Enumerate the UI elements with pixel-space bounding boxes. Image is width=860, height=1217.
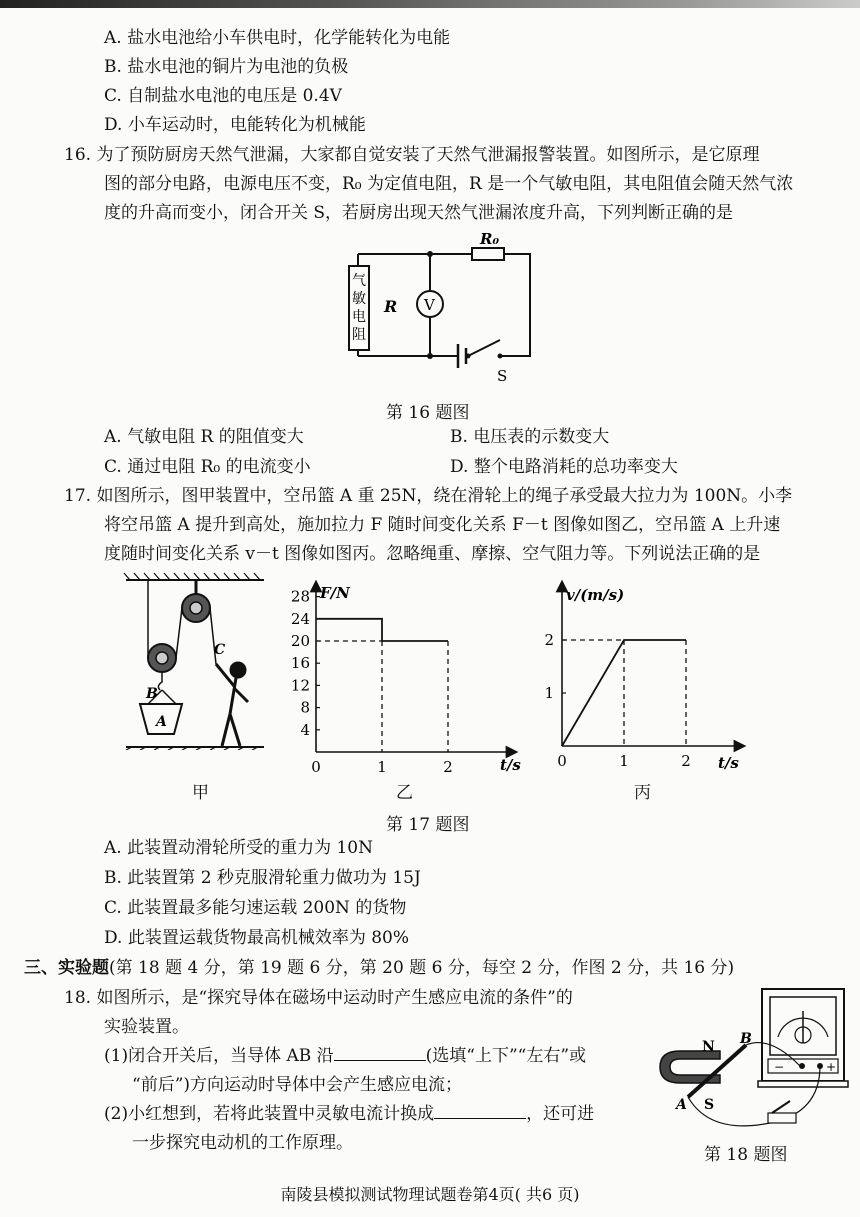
conductor-a-label: A: [676, 1097, 687, 1113]
sensor-char-4: 阻: [352, 327, 366, 343]
magnet-n-label: N: [702, 1039, 715, 1055]
section-3-scoring: (第 18 题 4 分，第 19 题 6 分，第 20 题 6 分，每空 2 分，作图 2 分，共 16 分): [109, 958, 735, 978]
f-t-ytick-label: 4: [300, 720, 310, 739]
f-t-ytick-label: 16: [290, 654, 310, 673]
q18-part2-text-b: ，还可进: [526, 1104, 595, 1124]
q18-part2-line2: 一步探究电动机的工作原理。: [132, 1133, 353, 1153]
v-t-ytick-label: 1: [544, 684, 554, 702]
q17-option-b: B. 此装置第 2 秒克服滑轮重力做功为 15J: [104, 868, 421, 888]
f-t-ytick-label: 24: [290, 609, 310, 628]
q18-part2-line1: [104, 1102, 594, 1126]
q17-option-a: A. 此装置动滑轮所受的重力为 10N: [104, 838, 373, 858]
q16-option-c: C. 通过电阻 R₀ 的电流变小: [104, 457, 311, 477]
voltmeter-label: V: [424, 296, 435, 314]
conductor-b-label: B: [740, 1031, 752, 1047]
q16-option-d: D. 整个电路消耗的总功率变大: [450, 457, 678, 477]
v-t-xtick-label: 1: [619, 752, 629, 770]
q18-figure-caption: 第 18 题图: [704, 1145, 788, 1165]
svg-text:+: +: [826, 1060, 837, 1074]
q16-option-a: A. 气敏电阻 R 的阻值变大: [104, 427, 304, 447]
q18-part1-line2: “前后”)方向运动时导体中会产生感应电流；: [132, 1075, 463, 1095]
v-t-ytick-label: 2: [544, 631, 554, 649]
section-3-title: 三、实验题: [24, 958, 109, 978]
person-icon: [216, 663, 248, 746]
q16-option-b: B. 电压表的示数变大: [450, 427, 610, 447]
fig-bing-caption: 丙: [634, 783, 651, 803]
q16-circuit-diagram: [340, 228, 550, 388]
q18-part2-text-a: (2)小红想到，若将此装置中灵敏电流计换成: [104, 1104, 435, 1124]
switch-icon: [768, 1113, 796, 1123]
q18-answer-blank-1[interactable]: [334, 1044, 426, 1061]
q18-part1-text-b: (选填“上下”“左右”或: [425, 1046, 587, 1066]
f-t-ytick-label: 20: [290, 632, 310, 650]
v-t-ylabel: v/(m/s): [566, 586, 625, 604]
v-t-xtick-label: 0: [557, 752, 567, 770]
r0-resistor: [472, 248, 504, 260]
f-t-ytick-label: 28: [290, 587, 310, 606]
q15-option-a: A. 盐水电池给小车供电时，化学能转化为电能: [104, 28, 451, 48]
q18-stem-line1: 18. 如图所示，是“探究导体在磁场中运动时产生感应电流的条件”的: [64, 988, 573, 1008]
v-t-xlabel: t/s: [718, 754, 739, 772]
section-3-heading: [24, 956, 734, 980]
q16-figure-caption: 第 16 题图: [386, 403, 470, 423]
q18-answer-blank-2[interactable]: [434, 1102, 526, 1119]
q17-stem-line1: 17. 如图所示，图甲装置中，空吊篮 A 重 25N，绕在滑轮上的绳子承受最大拉力为 100N。小李: [64, 486, 793, 506]
sensor-char-2: 敏: [352, 291, 366, 307]
f-t-ylabel: F/N: [320, 584, 350, 602]
magnet-s-label: S: [704, 1097, 715, 1113]
f-t-ytick-label: 8: [300, 698, 310, 717]
sensor-char-1: 气: [352, 273, 366, 289]
f-t-ytick-label: 12: [290, 676, 310, 695]
v-t-chart: [540, 578, 760, 778]
f-t-chart: [290, 578, 530, 778]
q16-stem-line1: 16. 为了预防厨房天然气泄漏，大家都自觉安装了天然气泄漏报警装置。如图所示，是它原理: [64, 145, 760, 165]
q17-option-d: D. 此装置运载货物最高机械效率为 80%: [104, 928, 410, 948]
f-t-series-line: [316, 619, 448, 641]
f-t-xlabel: t/s: [500, 756, 521, 774]
q16-stem-line2: 图的部分电路，电源电压不变，R₀ 为定值电阻，R 是一个气敏电阻，其电阻值会随天然气浓: [104, 174, 794, 194]
v-t-xtick-label: 2: [681, 752, 691, 770]
q18-part1-line1: [104, 1044, 586, 1068]
fig-jia-caption: 甲: [192, 783, 209, 803]
scan-top-edge: [0, 0, 860, 8]
q17-stem-line2: 将空吊篮 A 提升到高处，施加拉力 F 随时间变化关系 F－t 图像如图乙，空吊篮 A 上升速: [104, 515, 781, 535]
label-b: B: [146, 686, 158, 702]
q15-option-d: D. 小车运动时，电能转化为机械能: [104, 115, 366, 135]
r-label: R: [384, 297, 398, 316]
svg-text:−: −: [774, 1060, 785, 1074]
q17-option-c: C. 此装置最多能匀速运载 200N 的货物: [104, 898, 407, 918]
f-t-xtick-label: 1: [377, 758, 387, 776]
q15-option-b: B. 盐水电池的铜片为电池的负极: [104, 57, 349, 77]
label-c: C: [214, 642, 226, 658]
sensor-char-3: 电: [352, 309, 366, 325]
q18-stem-line2: 实验装置。: [104, 1017, 189, 1037]
q18-part1-text-a: (1)闭合开关后，当导体 AB 沿: [104, 1046, 334, 1066]
q17-figure-caption: 第 17 题图: [386, 815, 470, 835]
page-footer: 南陵县模拟测试物理试题卷第4页( 共6 页): [280, 1185, 580, 1204]
fig-yi-caption: 乙: [396, 783, 413, 803]
q17-stem-line3: 度随时间变化关系 v－t 图像如图丙。忽略绳重、摩擦、空气阻力等。下列说法正确的是: [104, 544, 761, 564]
q16-stem-line3: 度的升高而变小，闭合开关 S，若厨房出现天然气泄漏浓度升高，下列判断正确的是: [104, 203, 734, 223]
q15-option-c: C. 自制盐水电池的电压是 0.4V: [104, 86, 342, 106]
f-t-xtick-label: 2: [443, 758, 453, 776]
q17-pulley-figure: [120, 570, 270, 750]
label-a: A: [156, 714, 167, 730]
q18-induction-apparatus: [650, 985, 850, 1135]
f-t-xtick-label: 0: [311, 758, 321, 776]
switch-label: S: [497, 367, 508, 385]
r0-label: R₀: [480, 230, 500, 248]
